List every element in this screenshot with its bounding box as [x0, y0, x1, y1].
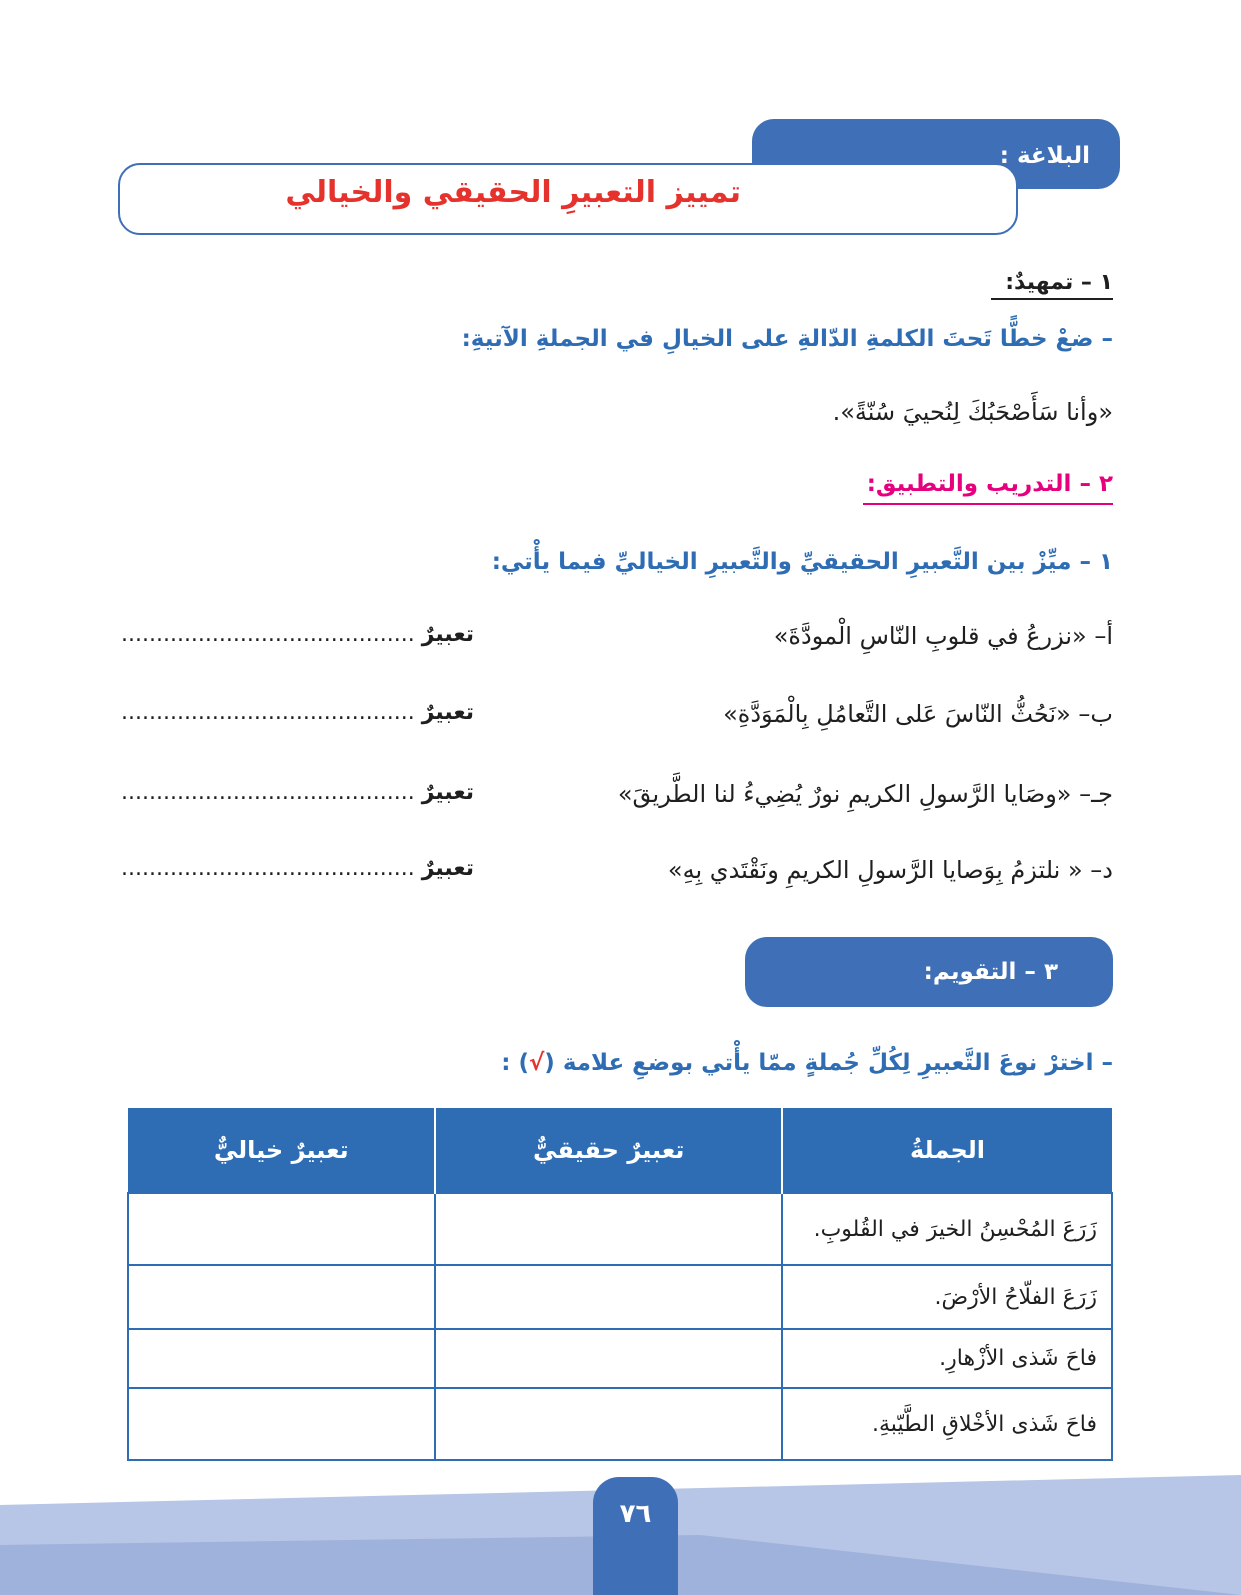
- answer-label: تعبيرٌ: [421, 856, 475, 881]
- practice-item-sentence: جـ– «وصَايا الرَّسولِ الكريمِ نورٌ يُضِيءُ لنا الطَّريقَ»: [617, 780, 1113, 808]
- column-header-imaginary: تعبيرٌ خياليٌّ: [128, 1108, 435, 1193]
- table-cell-imaginary-checkbox[interactable]: [128, 1265, 435, 1329]
- table-cell-imaginary-checkbox[interactable]: [128, 1329, 435, 1388]
- table-row: [128, 1388, 1112, 1460]
- practice-heading: ٢ – التدريب والتطبيق:: [863, 471, 1113, 505]
- intro-quote: «وأنا سَأَصْحَبُكَ لِنُحييَ سُنّةً».: [832, 398, 1113, 426]
- table-cell-real-checkbox[interactable]: [435, 1388, 782, 1460]
- lesson-title-box: [118, 163, 1018, 235]
- practice-item: [121, 622, 1113, 662]
- table-row: [128, 1265, 1112, 1329]
- table-cell-sentence: زَرَعَ المُحْسِنُ الخيرَ في القُلوبِ.: [782, 1193, 1112, 1265]
- evaluation-tab: [745, 937, 1113, 1007]
- table-cell-real-checkbox[interactable]: [435, 1265, 782, 1329]
- answer-blank[interactable]: ..........................................: [121, 856, 415, 881]
- practice-instruction: ١ – ميِّزْ بين التَّعبيرِ الحقيقيِّ والتَّعبيرِ الخياليِّ فيما يأْتي:: [491, 549, 1113, 575]
- table-cell-real-checkbox[interactable]: [435, 1193, 782, 1265]
- table-cell-sentence: فاحَ شَذى الأزْهارِ.: [782, 1329, 1112, 1388]
- table-row: [128, 1193, 1112, 1265]
- practice-item-sentence: أ– «نزرعُ في قلوبِ النّاسِ الْمودَّةَ»: [773, 622, 1113, 650]
- table-cell-imaginary-checkbox[interactable]: [128, 1193, 435, 1265]
- answer-blank[interactable]: ..........................................: [121, 700, 415, 725]
- column-header-sentence: الجملةُ: [782, 1108, 1112, 1193]
- evaluation-instruction: [501, 1050, 1113, 1076]
- table-cell-imaginary-checkbox[interactable]: [128, 1388, 435, 1460]
- answer-label: تعبيرٌ: [421, 700, 475, 725]
- table-row: [128, 1329, 1112, 1388]
- page-number: ٧٦: [619, 1499, 652, 1529]
- column-header-real: تعبيرٌ حقيقيٌّ: [435, 1108, 782, 1193]
- practice-item: [121, 780, 1113, 820]
- evaluation-table: [127, 1108, 1113, 1461]
- practice-item-answer[interactable]: [121, 856, 474, 881]
- practice-item-answer[interactable]: [121, 700, 474, 725]
- intro-heading: ١ – تمهيدٌ:: [991, 270, 1113, 300]
- practice-item-sentence: ب– «نَحُثُّ النّاسَ عَلى التَّعامُلِ بِالْمَوَدَّةِ»: [723, 700, 1113, 728]
- evaluation-instruction-end: ) :: [501, 1050, 529, 1076]
- evaluation-heading: ٣ – التقويم:: [923, 959, 1058, 985]
- table-cell-real-checkbox[interactable]: [435, 1329, 782, 1388]
- answer-blank[interactable]: ..........................................: [121, 622, 415, 647]
- answer-label: تعبيرٌ: [421, 622, 475, 647]
- section-label: البلاغة :: [999, 143, 1090, 169]
- evaluation-instruction-text: – اخترْ نوعَ التَّعبيرِ لِكُلِّ جُملةٍ ممّا يأْتي بوضعِ علامة (: [544, 1050, 1113, 1076]
- practice-item: [121, 856, 1113, 896]
- practice-item-answer[interactable]: [121, 780, 474, 805]
- answer-label: تعبيرٌ: [421, 780, 475, 805]
- table-header-row: [128, 1108, 1112, 1193]
- page-number-tab: [593, 1477, 678, 1595]
- checkmark-icon: √: [528, 1050, 545, 1076]
- table-cell-sentence: زَرَعَ الفلّاحُ الأرْضَ.: [782, 1265, 1112, 1329]
- intro-instruction: – ضعْ خطًّا تَحتَ الكلمةِ الدّالةِ على الخيالِ في الجملةِ الآتيةِ:: [461, 326, 1113, 352]
- practice-item-answer[interactable]: [121, 622, 474, 647]
- answer-blank[interactable]: ..........................................: [121, 780, 415, 805]
- practice-item-sentence: د– « نلتزمُ بِوَصايا الرَّسولِ الكريمِ ونَقْتَدي بِهِ»: [667, 856, 1113, 884]
- practice-item: [121, 700, 1113, 740]
- table-cell-sentence: فاحَ شَذى الأخْلاقِ الطَّيّبةِ.: [782, 1388, 1112, 1460]
- lesson-title: تمييز التعبيرِ الحقيقي والخيالي: [285, 175, 741, 210]
